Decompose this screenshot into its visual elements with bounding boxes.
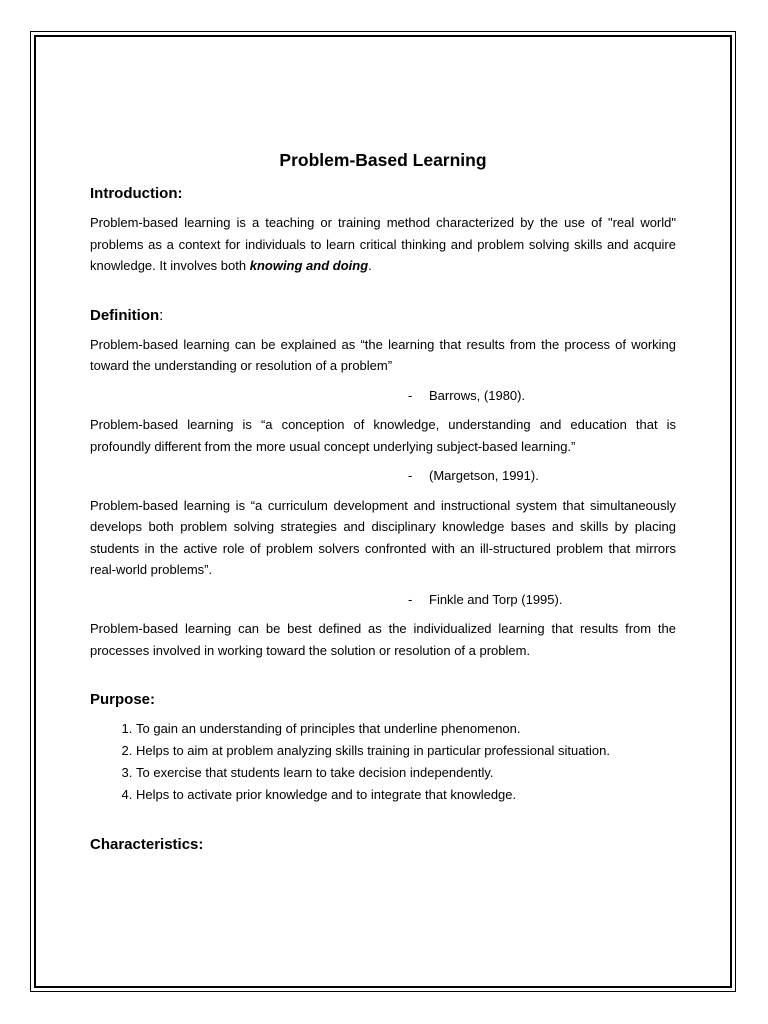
purpose-list-item: 2. Helps to aim at problem analyzing skills training in particular professional situation. (136, 740, 676, 762)
definition-heading-text: Definition (90, 306, 160, 324)
introduction-emphasis: knowing and doing (249, 258, 369, 273)
purpose-list (90, 718, 676, 806)
citation-dash: - (408, 387, 413, 403)
purpose-list-item: 1. To gain an understanding of principles that underline phenomenon. (136, 718, 676, 740)
introduction-heading: Introduction: (90, 185, 183, 202)
section-spacer (90, 669, 676, 691)
introduction-paragraph (90, 212, 676, 277)
document-title: Problem-Based Learning (279, 150, 487, 170)
citation-source: Finkle and Torp (1995). (429, 591, 563, 607)
citation-dash: - (408, 591, 413, 607)
purpose-list-item: 3. To exercise that students learn to take decision independently. (136, 762, 676, 784)
definition-closing-paragraph: Problem-based learning can be best defined as the individualized learning that results from the processes involved in working toward the solution or resolution of a problem. (90, 621, 676, 658)
section-spacer (90, 285, 676, 307)
definition-paragraph-1: Problem-based learning can be explained as “the learning that results from the process of working toward the understanding or resolution of a problem” (90, 336, 676, 373)
definition-citation-1 (90, 385, 676, 407)
citation-dash: - (408, 468, 413, 483)
introduction-text-end: . (368, 258, 372, 273)
purpose-heading: Purpose: (90, 691, 156, 708)
definition-citation-3 (90, 589, 676, 611)
section-spacer (90, 806, 676, 836)
document-body (90, 150, 676, 863)
citation-source: (Margetson, 1991). (429, 468, 539, 483)
purpose-list-item: 4. Helps to activate prior knowledge and to integrate that knowledge. (136, 784, 676, 806)
definition-paragraph-2: Problem-based learning is “a conception of knowledge, understanding and education that is profoundly different from the more usual concept underlying subject-based learning.” (90, 417, 676, 454)
characteristics-heading: Characteristics: (90, 836, 204, 853)
introduction-text: Problem-based learning is a teaching or training method characterized by the use of "real world" problems as a context for individuals to learn critical thinking and problem solving skills and acquire knowledge. It involves both (90, 215, 676, 273)
definition-heading-colon: : (159, 306, 164, 324)
definition-paragraph-3: Problem-based learning is “a curriculum development and instructional system that simultaneously develops both problem solving strategies and disciplinary knowledge bases and skills by placing students in the active role of problem solvers confronted with an ill-structured problem that mirrors real-world problems”. (90, 497, 676, 577)
definition-citation-2 (90, 465, 676, 487)
citation-source: Barrows, (1980). (429, 387, 526, 403)
definition-heading (90, 307, 676, 324)
